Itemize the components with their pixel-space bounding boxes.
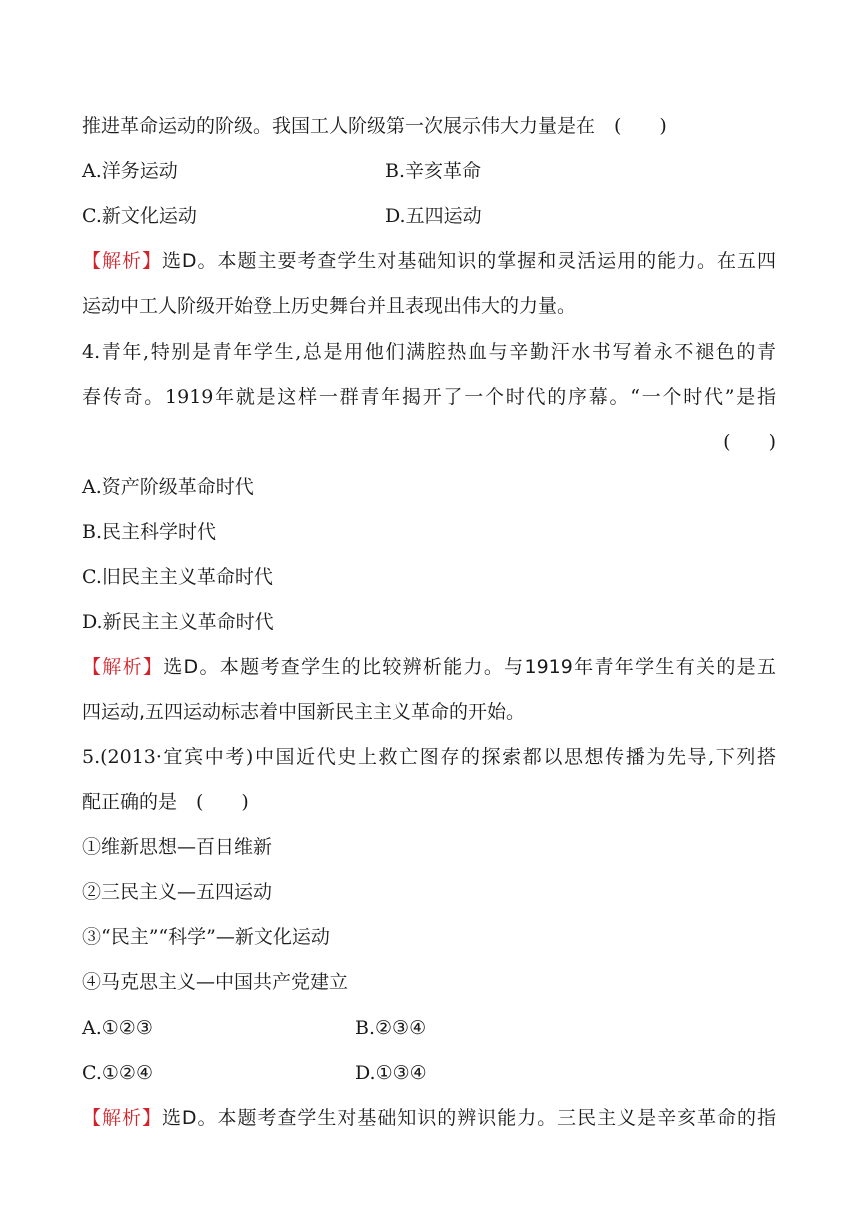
q5-item-2: ②三民主义—五四运动	[82, 881, 273, 903]
q4-analysis-line1	[82, 655, 776, 679]
analysis-tag: 【解析】	[82, 656, 164, 678]
analysis-tag: 【解析】	[82, 1107, 162, 1129]
q5-stem-line1: 5.(2013·宜宾中考)中国近代史上救亡图存的探索都以思想传播为先导,下列搭	[82, 746, 776, 768]
q5-item-1: ①维新思想—百日维新	[82, 836, 273, 858]
q5-item-4: ④马克思主义—中国共产党建立	[82, 971, 349, 993]
q4-option-c: C.旧民主主义革命时代	[82, 566, 273, 588]
q4-option-a: A.资产阶级革命时代	[82, 476, 254, 498]
q5-analysis-text: 选D。本题考查学生对基础知识的辨识能力。三民主义是辛亥革命的指	[161, 1107, 776, 1129]
q4-analysis-line2: 四运动,五四运动标志着中国新民主主义革命的开始。	[82, 701, 526, 723]
q4-option-d: D.新民主主义革命时代	[82, 611, 274, 633]
q3-analysis-line2: 运动中工人阶级开始登上历史舞台并且表现出伟大的力量。	[82, 295, 577, 317]
q5-option-b: B.②③④	[355, 1017, 427, 1039]
q5-stem-line2: 配正确的是 ( )	[82, 791, 249, 813]
q5-analysis-line1	[82, 1106, 776, 1130]
q3-option-b: B.辛亥革命	[385, 160, 482, 182]
q3-analysis-line1	[82, 249, 776, 273]
q4-option-b: B.民主科学时代	[82, 521, 217, 543]
q4-stem-line1: 4.青年,特别是青年学生,总是用他们满腔热血与辛勤汗水书写着永不褪色的青	[82, 341, 776, 363]
q4-answer-paren: ( )	[723, 431, 776, 453]
q5-option-d: D.①③④	[355, 1062, 427, 1084]
analysis-tag: 【解析】	[82, 250, 162, 272]
q5-option-a: A.①②③	[82, 1017, 153, 1039]
q3-analysis-text: 选D。本题主要考查学生对基础知识的掌握和灵活运用的能力。在五四	[161, 250, 776, 272]
q3-option-c: C.新文化运动	[82, 205, 197, 227]
q4-analysis-text: 选D。本题考查学生的比较辨析能力。与1919年青年学生有关的是五	[163, 656, 776, 678]
q5-item-3: ③“民主”“科学”—新文化运动	[82, 926, 330, 948]
q5-option-c: C.①②④	[82, 1062, 153, 1084]
q3-option-a: A.洋务运动	[82, 160, 178, 182]
q4-stem-line2: 春传奇。1919年就是这样一群青年揭开了一个时代的序幕。“一个时代”是指	[82, 386, 776, 408]
q3-option-d: D.五四运动	[385, 205, 482, 227]
q3-stem: 推进革命运动的阶级。我国工人阶级第一次展示伟大力量是在 ( )	[82, 115, 667, 137]
